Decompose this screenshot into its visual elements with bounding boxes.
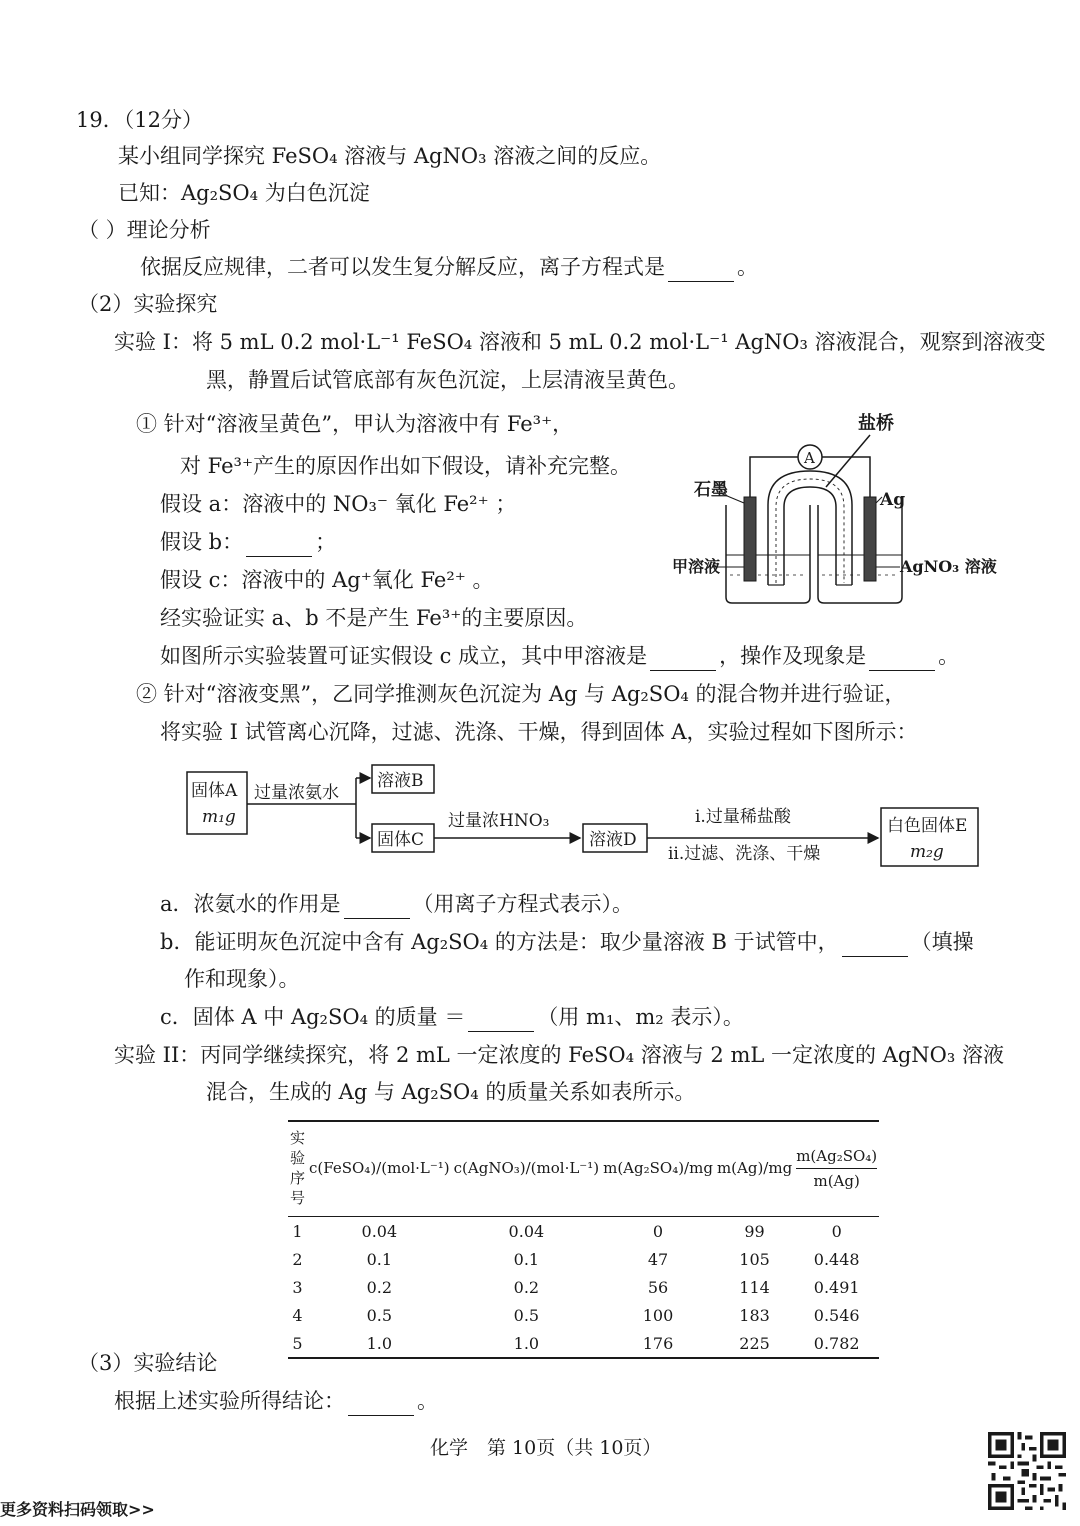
salt-bridge-label: 盐桥 xyxy=(858,413,894,434)
q2-line1: ② 针对“溶液变黑”，乙同学推测灰色沉淀为 Ag 与 Ag₂SO₄ 的混合物并进行验证， xyxy=(136,682,906,706)
table-row xyxy=(288,1217,879,1246)
table-cell: 4 xyxy=(292,1305,303,1325)
table-cell: 0.5 xyxy=(513,1305,540,1325)
table-cell: 0.2 xyxy=(513,1277,540,1297)
hypothesis-b: 假设 b： ； xyxy=(160,528,336,557)
hypothesis-c: 假设 c：溶液中的 Ag⁺氧化 Fe²⁺ 。 xyxy=(160,568,494,592)
table-header: m(Ag₂SO₄)/mg xyxy=(601,1121,715,1217)
reagent-nitric-acid: 过量浓HNO₃ xyxy=(448,811,550,831)
table-header: c(FeSO₄)/(mol·L⁻¹) xyxy=(307,1121,452,1217)
answer-blank[interactable] xyxy=(668,253,734,282)
table-cell: 0.448 xyxy=(813,1249,860,1269)
qr-code[interactable] xyxy=(988,1432,1066,1510)
promo-text[interactable]: 更多资料扫码领取>> xyxy=(0,1500,155,1519)
table-cell: 0.04 xyxy=(508,1221,545,1241)
graphite-electrode xyxy=(744,497,756,581)
silver-electrode xyxy=(864,497,876,581)
silver-label: Ag xyxy=(880,490,906,510)
solution-d-label: 溶液D xyxy=(589,830,637,850)
known-line: 已知：Ag₂SO₄ 为白色沉淀 xyxy=(118,181,370,205)
sub-question-b-cont: 作和现象）。 xyxy=(184,967,300,991)
solution-b-label: 溶液B xyxy=(377,771,424,791)
results-table xyxy=(288,1120,878,1359)
sub-question-c: c．固体 A 中 Ag₂SO₄ 的质量 ＝ （用 m₁、m₂ 表示）。 xyxy=(160,1003,744,1032)
sub-question-b: b．能证明灰色沉淀中含有 Ag₂SO₄ 的方法是：取少量溶液 B 于试管中， （填操 xyxy=(160,928,974,957)
table-row xyxy=(288,1329,879,1358)
table-cell: 2 xyxy=(292,1249,303,1269)
answer-blank[interactable] xyxy=(650,642,716,671)
q2-line2: 将实验 I 试管离心沉降，过滤、洗涤、干燥，得到固体 A，实验过程如下图所示： xyxy=(160,720,918,744)
table-cell: 1.0 xyxy=(307,1329,452,1358)
verified-line: 经实验证实 a、b 不是产生 Fe³⁺的主要原因。 xyxy=(160,606,588,630)
table-cell: 5 xyxy=(288,1329,307,1358)
right-solution-label: AgNO₃ 溶液 xyxy=(900,557,997,576)
table-cell: 0.782 xyxy=(794,1329,879,1358)
table-cell: 0.5 xyxy=(366,1305,393,1325)
part3-title: （3）实验结论 xyxy=(78,1351,218,1375)
table-cell: 0.1 xyxy=(366,1249,393,1269)
solid-a-label: 固体A xyxy=(191,781,238,801)
q1-line1: ① 针对“溶液呈黄色”，甲认为溶液中有 Fe³⁺， xyxy=(136,412,574,436)
right-beaker xyxy=(818,505,902,603)
answer-blank[interactable] xyxy=(468,1003,534,1032)
table-cell: 1.0 xyxy=(452,1329,601,1358)
solid-c-label: 固体C xyxy=(377,830,425,850)
table-header: 实验序号 xyxy=(288,1121,307,1217)
table-header: c(AgNO₃)/(mol·L⁻¹) xyxy=(452,1121,601,1217)
table-cell: 0 xyxy=(652,1221,664,1241)
solid-e-label: 白色固体E xyxy=(887,816,968,836)
table-row xyxy=(288,1301,879,1329)
table-cell: 3 xyxy=(292,1277,303,1297)
device-line: 如图所示实验装置可证实假设 c 成立，其中甲溶液是 ，操作及现象是 。 xyxy=(160,642,959,671)
hypothesis-a: 假设 a：溶液中的 NO₃⁻ 氧化 Fe²⁺ ； xyxy=(160,492,517,516)
step-filter: ii.过滤、洗涤、干燥 xyxy=(668,844,821,864)
exp2-line2: 混合，生成的 Ag 与 Ag₂SO₄ 的质量关系如表所示。 xyxy=(206,1080,696,1104)
table-cell: 183 xyxy=(739,1305,770,1325)
table-header-ratio xyxy=(794,1121,879,1217)
sub-question-a: a．浓氨水的作用是 （用离子方程式表示）。 xyxy=(160,890,633,919)
table-cell: 0.546 xyxy=(813,1305,860,1325)
table-row xyxy=(288,1245,879,1273)
exp1-line1: 实验 I：将 5 mL 0.2 mol·L⁻¹ FeSO₄ 溶液和 5 mL 0.2 mol·L⁻¹ AgNO₃ 溶液混合，观察到溶液变 xyxy=(114,330,1046,354)
exp1-line2: 黑，静置后试管底部有灰色沉淀，上层清液呈黄色。 xyxy=(206,368,689,392)
table-cell: 176 xyxy=(601,1329,715,1358)
answer-blank[interactable] xyxy=(344,890,410,919)
table-cell: 100 xyxy=(642,1305,674,1325)
solid-e-mass: m₂g xyxy=(910,842,944,862)
part1-title: （ ）理论分析 xyxy=(78,218,211,242)
solid-a-mass: m₁g xyxy=(202,807,236,827)
answer-blank[interactable] xyxy=(842,928,908,957)
salt-bridge-apparatus xyxy=(660,405,1000,610)
table-cell: 56 xyxy=(647,1277,669,1297)
reagent-ammonia: 过量浓氨水 xyxy=(254,783,339,803)
q1-line2: 对 Fe³⁺产生的原因作出如下假设，请补充完整。 xyxy=(180,454,632,478)
page-footer: 化学 第 10页（共 10页） xyxy=(430,1437,662,1459)
ratio-denominator: m(Ag) xyxy=(796,1168,877,1191)
graphite-label: 石墨 xyxy=(694,480,728,500)
question-number: 19．（12分） xyxy=(76,108,203,132)
answer-blank[interactable] xyxy=(348,1387,414,1416)
table-cell: 114 xyxy=(739,1277,770,1297)
answer-blank[interactable] xyxy=(246,528,312,557)
part2-title: （2）实验探究 xyxy=(78,292,218,316)
table-cell: 225 xyxy=(715,1329,794,1358)
table-header: m(Ag)/mg xyxy=(715,1121,794,1217)
table-cell: 1 xyxy=(292,1221,303,1241)
answer-blank[interactable] xyxy=(869,642,935,671)
table-cell: 0.04 xyxy=(361,1221,398,1241)
experiment-flowchart xyxy=(180,760,1000,875)
part1-text: 依据反应规律，二者可以发生复分解反应，离子方程式是 。 xyxy=(140,253,758,282)
table-cell: 99 xyxy=(744,1221,765,1241)
step-hcl: i.过量稀盐酸 xyxy=(695,807,791,827)
table-row xyxy=(288,1273,879,1301)
table-cell: 105 xyxy=(739,1249,770,1269)
left-solution-label: 甲溶液 xyxy=(672,557,721,576)
part3-text: 根据上述实验所得结论： 。 xyxy=(114,1387,438,1416)
table-cell: 0.2 xyxy=(366,1277,393,1297)
table-cell: 0.1 xyxy=(513,1249,540,1269)
salt-bridge-pointer xyxy=(826,435,870,487)
ammeter-label: A xyxy=(804,449,815,467)
ratio-numerator: m(Ag₂SO₄) xyxy=(796,1146,878,1165)
table-cell: 47 xyxy=(647,1249,669,1269)
table-cell: 0 xyxy=(831,1221,842,1241)
intro-line: 某小组同学探究 FeSO₄ 溶液与 AgNO₃ 溶液之间的反应。 xyxy=(118,144,662,168)
table-cell: 0.491 xyxy=(813,1277,860,1297)
exp2-line1: 实验 II：丙同学继续探究，将 2 mL 一定浓度的 FeSO₄ 溶液与 2 mL 一定浓度的 AgNO₃ 溶液 xyxy=(114,1043,1004,1067)
